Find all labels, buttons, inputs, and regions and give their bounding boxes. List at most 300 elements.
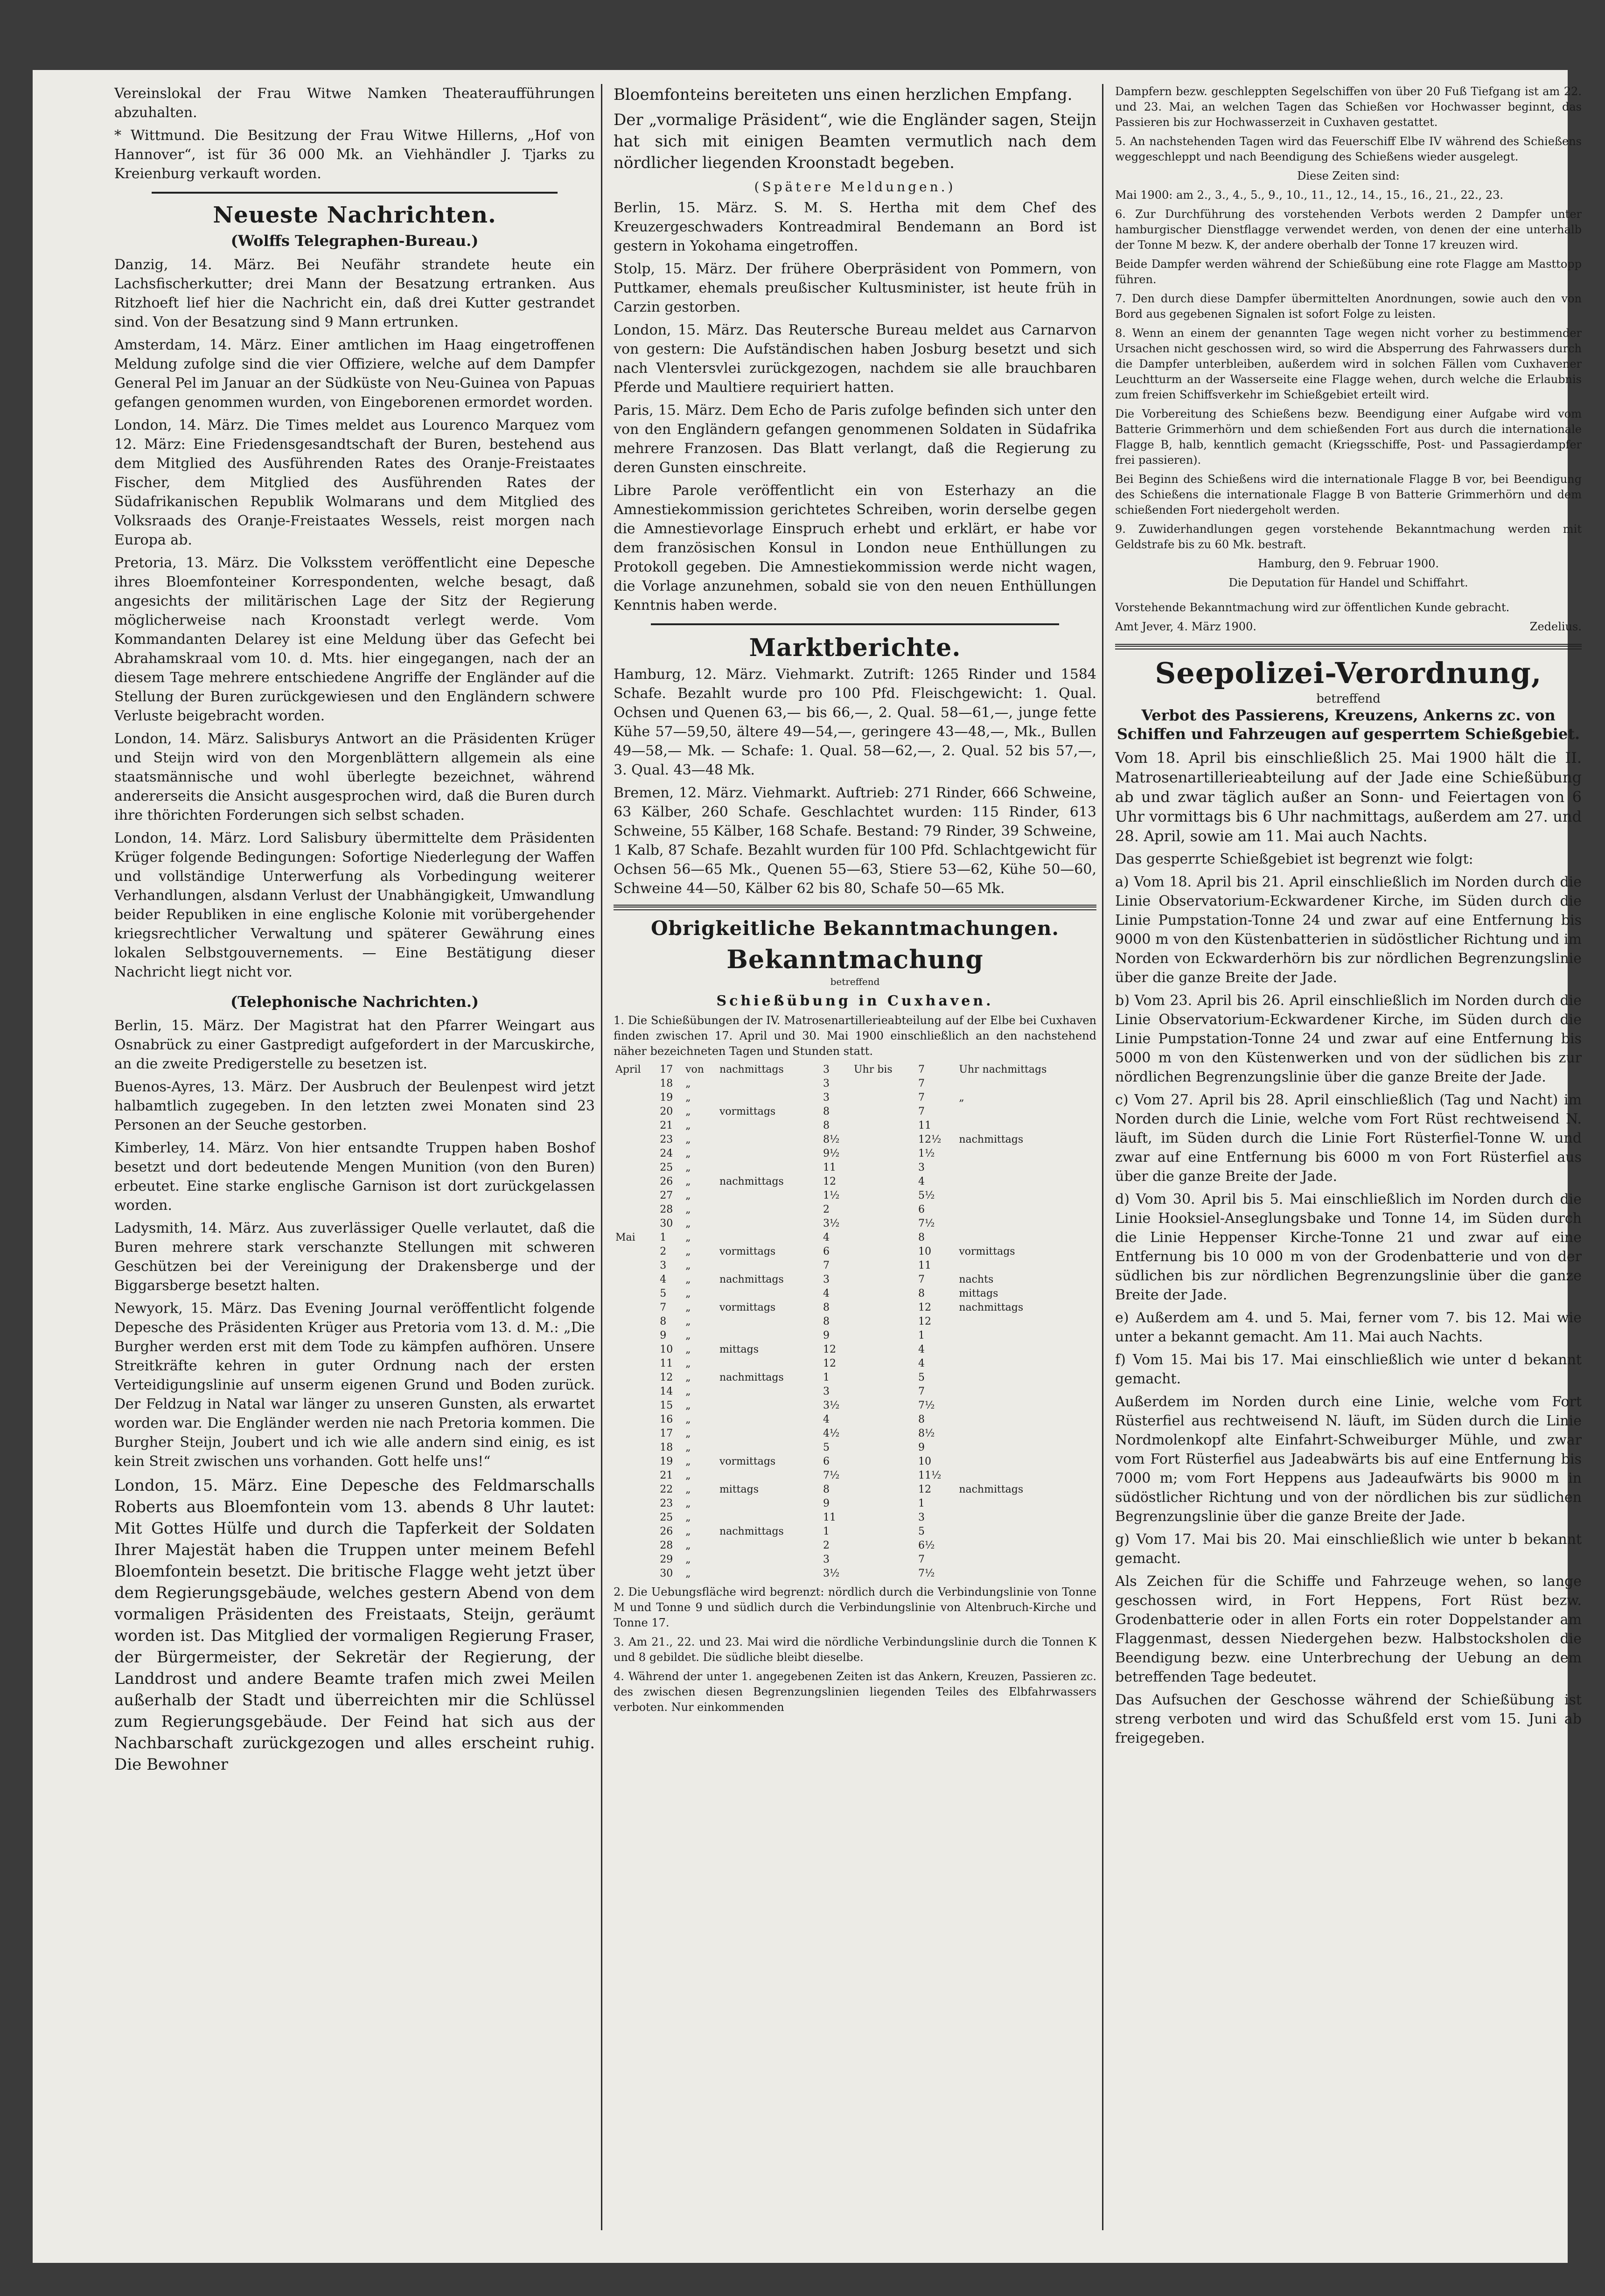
schedule-cell: 3 (660, 1260, 667, 1271)
schedule-row (614, 1469, 1096, 1483)
continued-text: Bloemfonteins bereiteten uns einen herzlichen Empfang. (614, 85, 1073, 104)
schedule-cell (614, 1273, 658, 1287)
schedule-cell: 3 (918, 1162, 925, 1173)
schedule-row (614, 1525, 1096, 1539)
schedule-cell (718, 1357, 821, 1371)
schedule-cell: 17 (660, 1064, 673, 1075)
schedule-cell (852, 1553, 916, 1567)
schedule-cell (718, 1399, 821, 1413)
schedule-cell: 9 (823, 1498, 830, 1509)
schedule-cell (718, 1329, 821, 1343)
schedule-cell (957, 1469, 1096, 1483)
separator (651, 623, 1059, 625)
schedule-cell: „ (685, 1120, 691, 1131)
schedule-cell (852, 1077, 916, 1091)
schedule-row (614, 1497, 1096, 1511)
bek-continued: Dampfern bezw. geschleppten Segelschiffen von über 20 Fuß Tiefgang ist am 22. und 23. Mai, an welchen Tagen das Schießen vor Hochwasser beginnt, das Passieren bis zur Hochwasserzeit in Cuxhaven gestattet. (1115, 85, 1582, 129)
schedule-cell: 5 (918, 1526, 925, 1537)
schedule-cell (718, 1427, 821, 1441)
jever-date-text: Amt Jever, 4. März 1900. (1115, 620, 1256, 633)
schedule-cell (852, 1245, 916, 1259)
schedule-cell (614, 1091, 658, 1105)
schedule-cell (852, 1161, 916, 1175)
schedule-cell: 10 (660, 1344, 673, 1355)
schedule-cell: „ (685, 1414, 691, 1425)
schedule-cell (852, 1119, 916, 1133)
schedule-cell (957, 1231, 1096, 1245)
schedule-cell (957, 1329, 1096, 1343)
schedule-row (614, 1455, 1096, 1469)
news-item: Newyork, 15. März. Das Evening Journal veröffentlicht folgende Depesche des Präsidenten Krüger aus Pretoria vom 13. d. M.: „Die Burgher werden erst mit dem Tode zu kämpfen aufhören. Unsere Streitkräfte kehren in guter Ordnung nach der ersten Verteidigungslinie auf unserm eigenen Grund und Boden zurück. Der Feldzug in Natal war länger zu unseren Gunsten, als erwartet worden war. Die Engländer werden nie nach Pretoria kommen. Die Burgher Steijn, Joubert und ich wie alle andern sind einig, es ist kein Streit zwischen uns vorhanden. Gott helfe uns!“ (114, 1300, 595, 1470)
schedule-cell: „ (685, 1232, 691, 1243)
schedule-cell: 7 (918, 1078, 925, 1089)
schedule-cell: 21 (660, 1470, 673, 1481)
schedule-cell: April (615, 1064, 641, 1075)
subheading-telephone: (Telephonische Nachrichten.) (230, 993, 479, 1011)
schedule-row (614, 1077, 1096, 1091)
news-item: Libre Parole veröffentlicht ein von Esterhazy an die Amnestiekommission gerichtetes Schreiben, worin derselbe gegen die Amnestievorlage Einspruch erhebt und erklärt, er habe vor dem französischen Konsul in London neue Enthüllungen zu Protokoll gegeben. Die Amnestiekommission werde nicht wagen, die Vorlage anzunehmen, sobald sie von den neuen Enthüllungen Kenntnis haben werde. (614, 482, 1096, 614)
schedule-row (614, 1189, 1096, 1203)
schedule-cell: Mai (615, 1232, 635, 1243)
column-3 (1115, 84, 1582, 1752)
schedule-cell: 9 (660, 1330, 667, 1341)
schedule-row (614, 1511, 1096, 1525)
schedule-cell (718, 1567, 821, 1581)
schedule-cell (718, 1203, 821, 1217)
schedule-cell: nachmittags (959, 1484, 1024, 1495)
schedule-row (614, 1259, 1096, 1273)
bek-paragraph-4: 4. Während der unter 1. angegebenen Zeiten ist das Ankern, Kreuzen, Passieren zc. des zwischen diesen Begrenzungslinien liegenden Teiles des Elbfahrwassers verboten. Nur einkommenden (614, 1670, 1096, 1714)
schedule-cell (957, 1399, 1096, 1413)
schedule-cell: „ (685, 1330, 691, 1341)
schedule-cell: vormittags (719, 1106, 776, 1117)
bek-paragraph-2: 2. Die Uebungsfläche wird begrenzt: nördlich durch die Verbindungslinie von Tonne M und Tonne 9 und südlich durch die Verbindungslinie von Altenbruch-Kirche und Tonne 17. (614, 1585, 1096, 1629)
schedule-cell: 8 (823, 1316, 830, 1327)
seepolizei-item: g) Vom 17. Mai bis 20. Mai einschließlich wie unter b bekannt gemacht. (1115, 1531, 1582, 1567)
jever-note: Vorstehende Bekanntmachung wird zur öffentlichen Kunde gebracht. (1115, 601, 1510, 614)
schedule-cell: „ (685, 1288, 691, 1299)
schedule-cell: vormittags (719, 1456, 776, 1467)
schedule-cell (852, 1343, 916, 1357)
section-heading-news: Neueste Nachrichten. (213, 202, 496, 228)
schedule-row (614, 1175, 1096, 1189)
schedule-row (614, 1343, 1096, 1357)
schedule-cell: 6 (823, 1246, 830, 1257)
schedule-row (614, 1245, 1096, 1259)
schedule-cell (852, 1147, 916, 1161)
schedule-cell (718, 1119, 821, 1133)
schedule-cell: „ (685, 1148, 691, 1159)
schedule-cell: „ (685, 1442, 691, 1453)
schedule-cell (957, 1427, 1096, 1441)
schedule-cell: nachmittags (719, 1176, 784, 1187)
schedule-row (614, 1217, 1096, 1231)
schedule-cell: 12 (918, 1302, 932, 1313)
intro-text: Vereinslokal der Frau Witwe Namken Theateraufführungen abzuhalten. (114, 85, 595, 121)
seepolizei-heading: Seepolizei-Verordnung, (1155, 656, 1542, 690)
schedule-cell (852, 1189, 916, 1203)
news-item: London, 14. März. Salisburys Antwort an die Präsidenten Krüger und Steijn wird von den Morgenblättern allgemein als eine staatsmännische und wohl überlegte bezeichnet, während andererseits die Ansicht ausgesprochen wird, daß die Buren durch ihre thörichten Forderungen sich selbst schaden. (114, 731, 595, 823)
schedule-cell: „ (685, 1554, 691, 1565)
schedule-cell (718, 1161, 821, 1175)
schedule-cell: 1 (660, 1232, 667, 1243)
subheading-later: (Spätere Meldungen.) (754, 179, 956, 195)
schedule-cell (614, 1119, 658, 1133)
news-item: Buenos-Ayres, 13. März. Der Ausbruch der Beulenpest wird jetzt halbamtlich zugegeben. In den letzten zwei Monaten sind 23 Personen an der Seuche gestorben. (114, 1079, 595, 1133)
schedule-cell (957, 1217, 1096, 1231)
schedule-cell: 6 (918, 1204, 925, 1215)
schedule-cell: „ (685, 1246, 691, 1257)
schedule-cell (957, 1525, 1096, 1539)
schedule-cell: 7 (918, 1064, 925, 1075)
column-2 (614, 84, 1096, 1719)
schedule-cell: „ (685, 1540, 691, 1551)
schedule-cell: „ (685, 1484, 691, 1495)
news-item: Ladysmith, 14. März. Aus zuverlässiger Quelle verlautet, daß die Buren mehrere stark verschanzte Stellungen mit schweren Geschützen bei der Vereinigung der Drakensberge und der Biggarsberge besetzt halten. (114, 1220, 595, 1294)
schedule-cell (852, 1203, 916, 1217)
schedule-cell: 12 (918, 1316, 932, 1327)
schedule-cell: „ (685, 1302, 691, 1313)
schedule-cell (852, 1091, 916, 1105)
schedule-row (614, 1273, 1096, 1287)
schedule-row (614, 1441, 1096, 1455)
continued-text: Der „vormalige Präsident“, wie die Engländer sagen, Steijn hat sich mit einigen Beamten vermutlich nach dem nördlicher liegenden Kroonstadt begeben. (614, 111, 1096, 172)
schedule-cell: 3½ (823, 1218, 840, 1229)
schedule-cell (852, 1539, 916, 1553)
bek-paragraph-3: 3. Am 21., 22. und 23. Mai wird die nördliche Verbindungslinie durch die Tonnen K und 8 gebildet. Die südliche bleibt dieselbe. (614, 1635, 1096, 1664)
news-item: Danzig, 14. März. Bei Neufähr strandete heute ein Lachsfischerkutter; drei Mann der Besatzung ertranken. Aus Ritzhoeft lief hier die Nachricht ein, daß drei Kutter gestrandet sind. Von der Besatzung sind 9 Mann ertrunken. (114, 257, 595, 330)
schedule-cell (957, 1497, 1096, 1511)
schedule-cell (852, 1357, 916, 1371)
schedule-row (614, 1063, 1096, 1077)
schedule-cell: 7 (918, 1106, 925, 1117)
schedule-cell (614, 1189, 658, 1203)
schedule-cell (614, 1287, 658, 1301)
schedule-cell: „ (685, 1204, 691, 1215)
schedule-cell: 7 (918, 1092, 925, 1103)
bek-paragraph-1: 1. Die Schießübungen der IV. Matrosenartillerieabteilung auf der Elbe bei Cuxhaven finden zwischen 17. April und 30. Mai 1900 einschließlich an den nachstehend näher bezeichneten Tagen und Stunden statt. (614, 1014, 1096, 1058)
schedule-cell: 1 (918, 1330, 925, 1341)
schedule-cell (957, 1315, 1096, 1329)
schedule-cell (957, 1553, 1096, 1567)
schedule-cell: „ (685, 1274, 691, 1285)
schedule-cell: 16 (660, 1414, 673, 1425)
schedule-cell (957, 1175, 1096, 1189)
seepolizei-item: c) Vom 27. April bis 28. April einschließlich (Tag und Nacht) im Norden durch die Linie, welche vom Fort Rüst rechtweisend N. läuft, im Süden durch die Linie Fort Rüsterfiel-Tonne W. und zwar auf eine Entfernung bis 6000 m von Fort Rüsterfiel aus über die ganze Breite der Jade. (1115, 1092, 1582, 1185)
schedule-cell: 3 (823, 1386, 830, 1397)
schedule-cell: 25 (660, 1162, 673, 1173)
schedule-cell (957, 1413, 1096, 1427)
news-item: London, 14. März. Lord Salisbury übermittelte dem Präsidenten Krüger folgende Bedingungen: Sofortige Niederlegung der Waffen und vollständige Unterwerfung als Vorbedingung weiterer Verhandlungen, alsdann Verlust der Unabhängigkeit, Umwandlung beider Republiken in eine englische Kolonie mit vorübergehender kriegsrechtlicher Verwaltung und späterer Gewährung eines lokalen Selbstgouvernements. — Eine Bestätigung dieser Nachricht liegt nicht vor. (114, 830, 595, 980)
schedule-cell: „ (685, 1176, 691, 1187)
schedule-cell: 3½ (823, 1400, 840, 1411)
schedule-cell: 6 (823, 1456, 830, 1467)
subheading-wolff: (Wolffs Telegraphen-Bureau.) (230, 232, 479, 250)
schedule-cell: nachmittags (719, 1064, 784, 1075)
schedule-cell (614, 1245, 658, 1259)
schedule-cell: 5½ (918, 1190, 935, 1201)
schedule-cell (852, 1371, 916, 1385)
schedule-cell (957, 1203, 1096, 1217)
news-item-roberts: London, 15. März. Eine Depesche des Feldmarschalls Roberts aus Bloemfontein vom 13. abends 8 Uhr lautet: Mit Gottes Hülfe und durch die Tapferkeit der Soldaten Ihrer Majestät haben die Truppen unter meinem Befehl Bloemfontein besetzt. Die britische Flagge weht jetzt über dem Regierungsgebäude, welches gestern Abend von dem vormaligen Präsidenten des Freistaats, Steijn, geräumt worden ist. Das Mitglied der vormaligen Regierung Fraser, der Bürgermeister, der Sekretär der Regierung, der Landdrost und andere Beamte trafen mich zwei Meilen außerhalb der Stadt und überreichten mir die Schlüssel zum Regierungsgebäude. Der Feind hat sich aus der Nachbarschaft zurückgezogen und alles erscheint ruhig. Die Bewohner (114, 1476, 595, 1774)
separator-double (1115, 644, 1582, 649)
schedule-row (614, 1203, 1096, 1217)
schedule-cell: 9½ (823, 1148, 840, 1159)
schedule-cell: „ (685, 1372, 691, 1383)
schedule-cell: „ (685, 1092, 691, 1103)
schedule-cell: 7½ (918, 1218, 935, 1229)
schedule-cell: nachts (959, 1274, 994, 1285)
column-divider-1 (601, 84, 602, 2230)
schedule-cell: 8 (823, 1106, 830, 1117)
schedule-cell: 8 (918, 1288, 925, 1299)
schedule-row (614, 1357, 1096, 1371)
seepolizei-item: a) Vom 18. April bis 21. April einschließlich im Norden durch die Linie Observatorium-Eckwardener Kirche, im Süden durch die Linie Pumpstation-Tonne 24 und zwar auf eine Entfernung bis 9000 m von den Küstenbatterien in südöstlicher Richtung und im Norden von Eckwarderhörn bis zur nördlichen Begrenzungslinie über die ganze Breite der Jade. (1115, 874, 1582, 986)
schedule-cell: 11½ (918, 1470, 942, 1481)
schedule-cell: „ (685, 1358, 691, 1369)
schedule-cell: 20 (660, 1106, 673, 1117)
schedule-cell: „ (685, 1106, 691, 1117)
schedule-cell: 1 (823, 1372, 830, 1383)
schedule-cell (852, 1511, 916, 1525)
schedule-cell: 29 (660, 1554, 673, 1565)
schedule-cell (957, 1371, 1096, 1385)
schedule-cell (718, 1133, 821, 1147)
schedule-cell: 6½ (918, 1540, 935, 1551)
schedule-cell (614, 1399, 658, 1413)
schedule-row (614, 1427, 1096, 1441)
schedule-cell (718, 1315, 821, 1329)
schedule-cell: „ (685, 1498, 691, 1509)
schedule-cell: „ (685, 1526, 691, 1537)
schedule-cell (614, 1427, 658, 1441)
schedule-cell: 2 (823, 1540, 830, 1551)
schedule-cell (957, 1441, 1096, 1455)
bek-paragraph-8: 8. Wenn an einem der genannten Tage wegen nicht vorher zu bestimmender Ursachen nicht geschossen wird, so wird die Absperrung des Fahrwassers durch die Dampfer unterbleiben, außerdem wird in solchen Fällen vom Cuxhavener Leuchtturm an der Wasserseite eine Flagge wehen, durch welche die Erlaubnis zum freien Schiffsverkehr im Schießgebiet erteilt wird. (1115, 327, 1582, 401)
schedule-cell (718, 1413, 821, 1427)
schedule-cell: 3 (823, 1554, 830, 1565)
schedule-cell (718, 1091, 821, 1105)
schedule-cell: 7 (823, 1260, 830, 1271)
schedule-cell (852, 1315, 916, 1329)
schedule-row (614, 1399, 1096, 1413)
schedule-cell (614, 1455, 658, 1469)
schedule-row (614, 1119, 1096, 1133)
schedule-cell: 1 (918, 1498, 925, 1509)
schedule-cell: nachmittags (719, 1274, 784, 1285)
schedule-cell (957, 1077, 1096, 1091)
schedule-row (614, 1147, 1096, 1161)
schedule-cell: 28 (660, 1204, 673, 1215)
schedule-cell: 27 (660, 1190, 673, 1201)
schedule-cell: Uhr nachmittags (959, 1064, 1047, 1075)
schedule-cell (852, 1329, 916, 1343)
schedule-cell (957, 1511, 1096, 1525)
schedule-cell: 18 (660, 1078, 673, 1089)
schedule-cell: „ (685, 1568, 691, 1579)
jever-date (1115, 619, 1582, 635)
schedule-cell: 30 (660, 1568, 673, 1579)
schedule-cell: 7 (918, 1554, 925, 1565)
schedule-row (614, 1483, 1096, 1497)
schedule-cell (957, 1343, 1096, 1357)
schedule-cell: „ (685, 1078, 691, 1089)
schedule-cell: 1 (823, 1526, 830, 1537)
schedule-row (614, 1231, 1096, 1245)
schedule-cell (718, 1217, 821, 1231)
bek-signature: Die Deputation für Handel und Schiffahrt. (1228, 576, 1468, 589)
news-item: London, 15. März. Das Reutersche Bureau meldet aus Carnarvon von gestern: Die Aufständischen haben Josburg besetzt und sich nach Vlentersvlei zurückgezogen, nachdem sie alle brauchbaren Pferde und Maultiere requiriert hatten. (614, 322, 1096, 396)
schedule-cell (957, 1357, 1096, 1371)
schedule-cell (957, 1385, 1096, 1399)
schedule-cell: 7 (660, 1302, 667, 1313)
schedule-cell (852, 1175, 916, 1189)
schedule-row (614, 1553, 1096, 1567)
schedule-cell (718, 1441, 821, 1455)
schedule-cell: 7½ (823, 1470, 840, 1481)
schedule-cell (614, 1301, 658, 1315)
schedule-row (614, 1287, 1096, 1301)
schedule-cell (852, 1483, 916, 1497)
schedule-row (614, 1301, 1096, 1315)
schedule-cell: 4 (823, 1288, 830, 1299)
schedule-cell (852, 1273, 916, 1287)
schedule-cell: 23 (660, 1498, 673, 1509)
schedule-cell (614, 1077, 658, 1091)
schedule-cell (852, 1301, 916, 1315)
schedule-cell: vormittags (959, 1246, 1015, 1257)
news-item: Kimberley, 14. März. Von hier entsandte Truppen haben Boshof besetzt und dort bedeutende Mengen Munition (von den Buren) erbeutet. Eine starke englische Garnison ist dort zurückgelassen worden. (114, 1140, 595, 1214)
section-heading-market: Marktberichte. (749, 634, 961, 662)
schedule-cell (852, 1105, 916, 1119)
seepolizei-item: b) Vom 23. April bis 26. April einschließlich im Norden durch die Linie Observatorium-Eckwardener Kirche, im Süden durch die Linie Pumpstation-Tonne 24 und zwar auf eine Entfernung bis 5000 m von den Küstenwerken und von der südlichen bis zur nördlichen Begrenzungslinie über die ganze Breite der Jade. (1115, 992, 1582, 1085)
schedule-cell: 11 (823, 1512, 837, 1523)
schedule-cell (718, 1189, 821, 1203)
schedule-cell: „ (685, 1428, 691, 1439)
separator-double (614, 905, 1096, 910)
schedule-cell (718, 1539, 821, 1553)
schedule-cell: 12 (823, 1176, 837, 1187)
schedule-cell: 1½ (918, 1148, 935, 1159)
schedule-cell (852, 1385, 916, 1399)
schedule-cell: 11 (918, 1120, 932, 1131)
schedule-cell (852, 1413, 916, 1427)
schedule-cell (614, 1567, 658, 1581)
schedule-cell: nachmittags (719, 1526, 784, 1537)
seepolizei-intro: Vom 18. April bis einschließlich 25. Mai 1900 hält die II. Matrosenartillerieabteilung auf der Jade eine Schießübung ab und zwar täglich außer an Sonn- und Feiertagen von 6 Uhr vormittags bis 6 Uhr nachmittags, außerdem am 27. und 28. April, sowie am 11. Mai auch Nachts. (1115, 749, 1582, 845)
schedule-cell: 26 (660, 1526, 673, 1537)
schedule-cell (614, 1371, 658, 1385)
news-item: Pretoria, 13. März. Die Volksstem veröffentlicht eine Depesche ihres Bloemfonteiner Korrespondenten, welche besagt, daß angesichts der militärischen Lage der Sitz der Regierung möglicherweise nach Kroonstadt verlegt werde. Vom Kommandanten Delarey ist eine Meldung über das Gefecht bei Abrahamskraal vom 10. d. Mts. hier eingegangen, nach der an diesem Tage mehrere entschiedene Angriffe der Engländer auf die Stellung der Buren zurückgewiesen und den Engländern schwere Verluste beigebracht worden. (114, 555, 595, 724)
schedule-cell: 4 (918, 1344, 925, 1355)
schedule-cell (614, 1329, 658, 1343)
schedule-cell: 8½ (918, 1428, 935, 1439)
schedule-row (614, 1091, 1096, 1105)
schedule-cell (852, 1469, 916, 1483)
schedule-cell: 9 (918, 1442, 925, 1453)
schedule-row (614, 1161, 1096, 1175)
column-1 (114, 84, 595, 1779)
schedule-cell (718, 1259, 821, 1273)
schedule-cell: vormittags (719, 1246, 776, 1257)
schedule-row (614, 1329, 1096, 1343)
schedule-cell (614, 1147, 658, 1161)
market-report: Bremen, 12. März. Viehmarkt. Auftrieb: 271 Rinder, 666 Schweine, 63 Kälber, 260 Schafe. Geschlachtet wurden: 115 Rinder, 613 Schweine, 55 Kälber, 168 Schafe. Bestand: 79 Rinder, 39 Schweine, 1 Kalb, 87 Schafe. Bezahlt wurden für 100 Pfd. Schlachtgewicht für Ochsen 56—65 Mk., Quenen 55—63, Stiere 53—62, Kühe 50—60, Schweine 44—50, Kälber 62 bis 80, Schafe 50—65 Mk. (614, 785, 1096, 897)
schedule-cell (614, 1315, 658, 1329)
schedule-cell: nachmittags (959, 1134, 1024, 1145)
schedule-cell: 12 (918, 1484, 932, 1495)
schedule-cell (957, 1455, 1096, 1469)
seepolizei-item: Als Zeichen für die Schiffe und Fahrzeuge wehen, so lange geschossen wird, in Fort Heppens, Fort Rüst bezw. Grodenbatterie oder in allen Forts ein roter Doppelstander am Flaggenmast, dessen Niedergehen bezw. Halbstocksholen die Beendigung bezw. eine Unterbrechung der Uebung an dem betreffenden Tage bedeutet. (1115, 1573, 1582, 1685)
schedule-cell: 23 (660, 1134, 673, 1145)
schedule-cell: „ (685, 1344, 691, 1355)
schedule-cell: nachmittags (959, 1302, 1024, 1313)
schedule-cell (852, 1287, 916, 1301)
schedule-cell (957, 1259, 1096, 1273)
schedule-cell: 3 (823, 1274, 830, 1285)
seepolizei-item: Das Aufsuchen der Geschosse während der Schießübung ist streng verboten und wird das Schußfeld erst vom 15. Juni ab freigegeben. (1115, 1692, 1582, 1746)
schedule-cell: 2 (660, 1246, 667, 1257)
schedule-cell (614, 1259, 658, 1273)
schedule-cell: 3 (823, 1092, 830, 1103)
schedule-cell: 14 (660, 1386, 673, 1397)
schedule-cell: 10 (918, 1246, 932, 1257)
schedule-cell (614, 1133, 658, 1147)
schedule-cell: „ (685, 1260, 691, 1271)
schedule-cell: 18 (660, 1442, 673, 1453)
bekanntmachung-heading: Bekanntmachung (726, 944, 984, 974)
schedule-cell (957, 1189, 1096, 1203)
schedule-cell: 3 (823, 1064, 830, 1075)
schedule-cell: „ (685, 1134, 691, 1145)
news-item: Paris, 15. März. Dem Echo de Paris zufolge befinden sich unter den von den Engländern gefangen genommenen Soldaten in Südafrika mehrere Franzosen. Das Blatt verlangt, daß die Regierung zu deren Gunsten einschreite. (614, 402, 1096, 476)
schedule-cell: 8 (918, 1232, 925, 1243)
schedule-cell (614, 1357, 658, 1371)
schedule-cell (614, 1413, 658, 1427)
schedule-cell (614, 1553, 658, 1567)
schedule-cell (614, 1483, 658, 1497)
schedule-cell: 8½ (823, 1134, 840, 1145)
schedule-cell: „ (959, 1092, 964, 1103)
schedule-cell (614, 1161, 658, 1175)
schedule-cell (614, 1343, 658, 1357)
schedule-cell: 9 (823, 1330, 830, 1341)
seepolizei-item: Außerdem im Norden durch eine Linie, welche vom Fort Rüsterfiel aus rechtweisend N. läuft, im Süden durch die Linie Nordmolenkopf alte Einfahrt-Schweiburger Mühle, und zwar vom Fort Rüsterfiel aus Jadeabwärts bis auf eine Entfernung bis 7000 m; vom Fort Heppens aus Jadeaufwärts bis 9000 m in südöstlicher Richtung und von der nördlichen bis zur südlichen Begrenzungslinie über die ganze Breite der Jade. (1115, 1394, 1582, 1525)
schedule-cell: 19 (660, 1092, 673, 1103)
schedule-cell (614, 1511, 658, 1525)
schedule-cell (718, 1511, 821, 1525)
schedule-cell (614, 1525, 658, 1539)
schedule-cell: 4 (918, 1358, 925, 1369)
schedule-cell: nachmittags (719, 1372, 784, 1383)
market-report: Hamburg, 12. März. Viehmarkt. Zutrift: 1265 Rinder und 1584 Schafe. Bezahlt wurde pro 100 Pfd. Fleischgewicht: 1. Qual. Ochsen und Quenen 63,— bis 66,—, 2. Qual. 58—61,—, junge fette Kühe 57—59,50, ältere 49—54,—, geringere 43—48,—, Mk., Bullen 49—58,— Mk. — Schafe: 1. Qual. 58—62,—, 2. Qual. 52 bis 57,—, 3. Qual. 43—48 Mk. (614, 666, 1096, 778)
schedule-cell (718, 1231, 821, 1245)
schedule-cell: 12 (823, 1358, 837, 1369)
schedule-cell (614, 1105, 658, 1119)
schedule-cell: vormittags (719, 1302, 776, 1313)
schedule-cell (614, 1469, 658, 1483)
schedule-cell: 3½ (823, 1568, 840, 1579)
seepolizei-item: d) Vom 30. April bis 5. Mai einschließlich im Norden durch die Linie Hooksiel-Anseglungsbake und Tonne 14, im Süden durch die Linie Heppenser Kirche-Tonne 21 und zwar auf eine Entfernung bis 10 000 m von der Grodenbatterie und von der südlichen bis zur nördlichen Begrenzungslinie über die ganze Breite der Jade. (1115, 1191, 1582, 1303)
schedule-cell: 1½ (823, 1190, 840, 1201)
schedule-cell: 7½ (918, 1400, 935, 1411)
schedule-row (614, 1413, 1096, 1427)
schedule-cell: von (685, 1064, 704, 1075)
schedule-cell: mittags (959, 1288, 998, 1299)
schedule-cell (718, 1469, 821, 1483)
schedule-cell: 4 (918, 1176, 925, 1187)
bek-dates-label: Diese Zeiten sind: (1297, 169, 1400, 182)
